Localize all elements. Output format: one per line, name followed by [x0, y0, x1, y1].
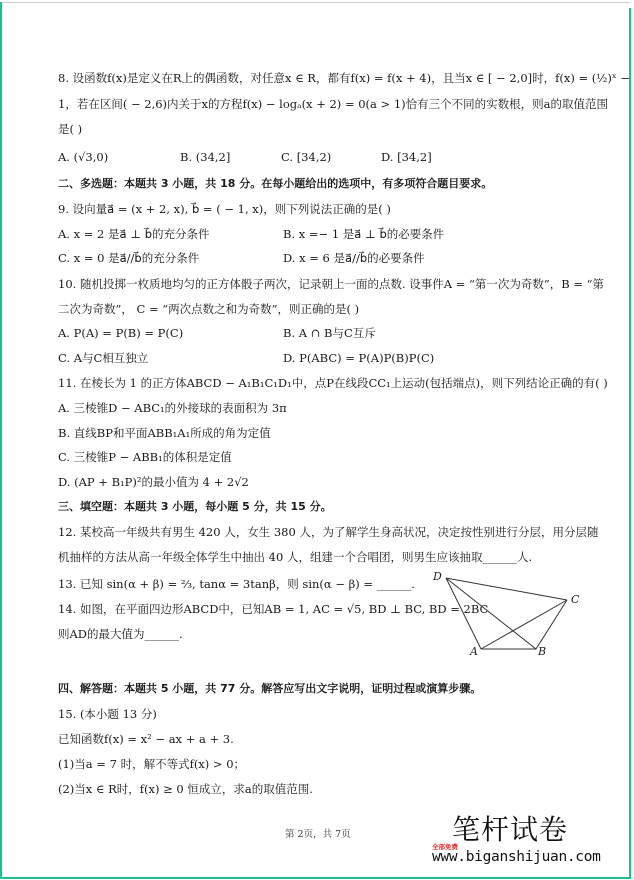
q15-stem: 已知函数f(x) = x² − ax + a + 3. — [58, 732, 234, 746]
section-3-heading: 三、填空题：本题共 3 小题，每小题 5 分，共 15 分。 — [58, 500, 332, 513]
page-top-rule — [0, 2, 630, 3]
vertex-label-b: B — [538, 645, 547, 658]
q10-line-2: 二次为奇数”， C = “两次点数之和为奇数”，则正确的是( ) — [58, 302, 360, 316]
q15-title: 15. (本小题 13 分) — [58, 707, 157, 721]
page-border-left — [0, 2, 2, 879]
q9-stem: 9. 设向量a⃗ = (x + 2, x), b⃗ = ( − 1, x)，则下列说法正确的是( ) — [58, 202, 391, 216]
vertex-label-c: C — [571, 593, 580, 606]
quadrilateral-figure — [430, 565, 600, 665]
q9-option-c: C. x = 0 是a⃗//b⃗的充分条件 — [58, 251, 200, 265]
q12-line-1: 12. 某校高一年级共有男生 420 人，女生 380 人，为了解学生身高状况，决定按性别进行分层，用分层随 — [58, 525, 599, 539]
q9-option-b: B. x =− 1 是a⃗ ⊥ b⃗的必要条件 — [283, 227, 445, 241]
q8-line-2: 1，若在区间( − 2,6)内关于x的方程f(x) − logₐ(x + 2) = 0(a > 1)恰有三个不同的实数根，则a的取值范围 — [58, 97, 609, 111]
watermark-url: www.biganshijuan.com — [432, 849, 601, 865]
q10-option-c: C. A与C相互独立 — [58, 351, 149, 365]
q8-option-c: C. [34,2) — [281, 150, 332, 164]
vertex-label-d: D — [433, 570, 442, 583]
q8-line-3: 是( ) — [58, 122, 83, 136]
q9-option-a: A. x = 2 是a⃗ ⊥ b⃗的充分条件 — [58, 227, 210, 241]
page-border-right — [629, 8, 631, 879]
q8-line-1: 8. 设函数f(x)是定义在R上的偶函数，对任意x ∈ R，都有f(x) = f(x + 4)，且当x ∈ [ − 2,0]时，f(x) = (½)ˣ − — [58, 71, 631, 85]
watermark-tag: 全部免费 — [432, 843, 458, 851]
watermark-title: 笔杆试卷 — [452, 813, 569, 846]
q10-option-d: D. P(ABC) = P(A)P(B)P(C) — [283, 351, 435, 365]
q15-part-2: (2)当x ∈ R时，f(x) ≥ 0 恒成立，求a的取值范围. — [58, 782, 313, 796]
q13-stem: 13. 已知 sin(α + β) = ⅔, tanα = 3tanβ，则 sin(α − β) = ______. — [58, 577, 415, 591]
vertex-label-a: A — [470, 645, 478, 658]
q15-part-1: (1)当a = 7 时，解不等式f(x) > 0； — [58, 757, 246, 771]
section-2-heading: 二、多选题：本题共 3 小题，共 18 分。在每小题给出的选项中，有多项符合题目要求。 — [58, 177, 493, 190]
q9-option-d: D. x = 6 是a⃗//b⃗的必要条件 — [283, 251, 425, 265]
q8-option-d: D. [34,2] — [381, 150, 432, 164]
q11-option-d: D. (AP + B₁P)²的最小值为 4 + 2√2 — [58, 475, 249, 489]
section-4-heading: 四、解答题：本题共 5 小题，共 77 分。解答应写出文字说明，证明过程或演算步骤。 — [58, 682, 482, 695]
q14-line-2: 则AD的最大值为______. — [58, 627, 183, 641]
q11-option-c: C. 三棱锥P − ABB₁的体积是定值 — [58, 450, 232, 464]
page-number: 第 2页，共 7页 — [285, 829, 351, 840]
q11-option-a: A. 三棱锥D − ABC₁的外接球的表面积为 3π — [58, 401, 287, 415]
page-border-bottom — [0, 877, 631, 879]
q8-option-b: B. (34,2] — [180, 150, 231, 164]
q11-option-b: B. 直线BP和平面ABB₁A₁所成的角为定值 — [58, 426, 271, 440]
q10-option-a: A. P(A) = P(B) = P(C) — [58, 326, 184, 340]
q12-line-2: 机抽样的方法从高一年级全体学生中抽出 40 人，组建一个合唱团，则男生应该抽取______人. — [58, 550, 533, 564]
q10-line-1: 10. 随机投掷一枚质地均匀的正方体骰子两次，记录朝上一面的点数. 设事件A = “第一次为奇数”，B = “第 — [58, 277, 605, 291]
q8-option-a: A. (√3,0) — [58, 150, 109, 164]
q11-stem: 11. 在棱长为 1 的正方体ABCD − A₁B₁C₁D₁中，点P在线段CC₁上运动(包括端点)，则下列结论正确的有( ) — [58, 376, 608, 390]
q14-line-1: 14. 如图，在平面四边形ABCD中，已知AB = 1, AC = √5, BD ⊥ BC, BD = 2BC — [58, 602, 489, 616]
q10-option-b: B. A ∩ B与C互斥 — [283, 326, 376, 340]
